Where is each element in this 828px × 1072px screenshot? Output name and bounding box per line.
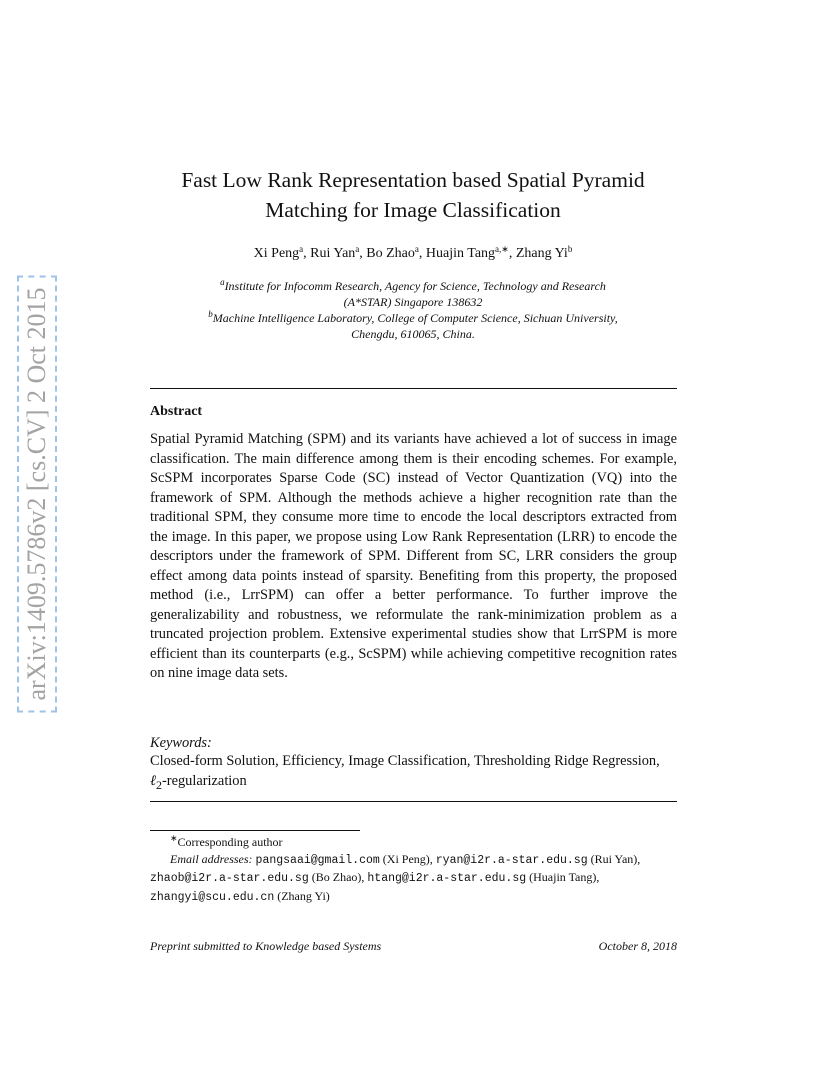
abstract-top-rule [150, 388, 677, 389]
author-affil-mark: a [414, 244, 419, 254]
abstract-bottom-rule [150, 801, 677, 802]
email-link[interactable]: ryan@i2r.a-star.edu.sg [435, 853, 588, 867]
paper-title [150, 165, 676, 225]
corresponding-author-note: ∗Corresponding author [170, 833, 283, 849]
title-line-2: Matching for Image Classification [265, 198, 561, 222]
email-link[interactable]: htang@i2r.a-star.edu.sg [367, 872, 527, 885]
keywords-heading: Keywords: [150, 735, 212, 751]
arxiv-stamp: arXiv:1409.5786v2 [cs.CV] 2 Oct 2015 [17, 275, 57, 712]
email-link[interactable]: pangsaai@gmail.com [255, 853, 380, 867]
email-addresses: Email addresses: pangsaai@gmail.com (Xi Peng), ryan@i2r.a-star.edu.sg (Rui Yan), zhaob@i2r.a-star.edu.sg (Bo Zhao), htang@i2r.a-star.edu.sg (Huajin Tang), zhangyi@scu.edu.cn (Zhang Yi) [150, 851, 641, 904]
keywords-text: Closed-form Solution, Efficiency, Image Classification, Thresholding Ridge Regression, ℓ$_2$-regularization [150, 753, 660, 792]
author: Zhang Yi$^b$ [515, 244, 573, 261]
author: Huajin Tang$^{a,∗}$, [425, 244, 516, 261]
author: Xi Peng$^a$, [253, 244, 311, 261]
abstract-text: Spatial Pyramid Matching (SPM) and its variants have achieved a lot of success in image classification. The main difference among them is their encoding schemes. For example, ScSPM incorporates Sparse Code (SC) instead of Vector Quantization (VQ) into the framework of SPM. Although the methods achieve a higher recognition rate than the traditional SPM, they consume more time to encode the local descriptors extracted from the image. In this paper, we propose using Low Rank Representation (LRR) to encode the descriptors under the framework of SPM. Different from SC, LRR considers the group effect among data points instead of sparsity. Benefiting from this property, the proposed method (i.e., LrrSPM) can offer a better performance. To further improve the generalizability and robustness, we reformulate the rank-minimization problem as a truncated projection problem. Extensive experimental studies show that LrrSPM is more efficient than its counterparts (e.g., ScSPM) while achieving competitive recognition rates on nine image data sets. [150, 431, 677, 681]
footnote-rule [150, 830, 360, 831]
affiliation-a-line-1: $^a$Institute for Infocomm Research, Agency for Science, Technology and Research [220, 277, 606, 293]
author-affil-mark: a [299, 244, 304, 254]
author: Rui Yan$^a$, [310, 244, 367, 261]
preprint-note: Preprint submitted to Knowledge based Systems [150, 939, 382, 953]
email-link[interactable]: zhaob@i2r.a-star.edu.sg [150, 872, 309, 885]
affiliations [150, 278, 676, 342]
author-affil-mark: a,∗ [495, 244, 509, 254]
affiliation-b-line-1: $^b$Machine Intelligence Laboratory, College of Computer Science, Sichuan University, [208, 309, 618, 325]
preprint-date: October 8, 2018 [598, 939, 677, 953]
affiliation-b-line-2: Chengdu, 610065, China. [351, 327, 475, 341]
footnote [150, 834, 677, 906]
email-link[interactable]: zhangyi@scu.edu.cn [150, 890, 275, 904]
author-list [150, 244, 676, 264]
ell-symbol: ℓ [150, 772, 156, 789]
ell-subscript: 2 [156, 777, 162, 792]
title-line-1: Fast Low Rank Representation based Spatial Pyramid [181, 168, 645, 192]
author-affil-mark: a [355, 244, 360, 254]
abstract-heading: Abstract [150, 404, 203, 419]
affiliation-a-line-2: (A*STAR) Singapore 138632 [343, 295, 483, 309]
author: Bo Zhao$^a$, [366, 244, 426, 261]
author-affil-mark: b [567, 244, 573, 254]
